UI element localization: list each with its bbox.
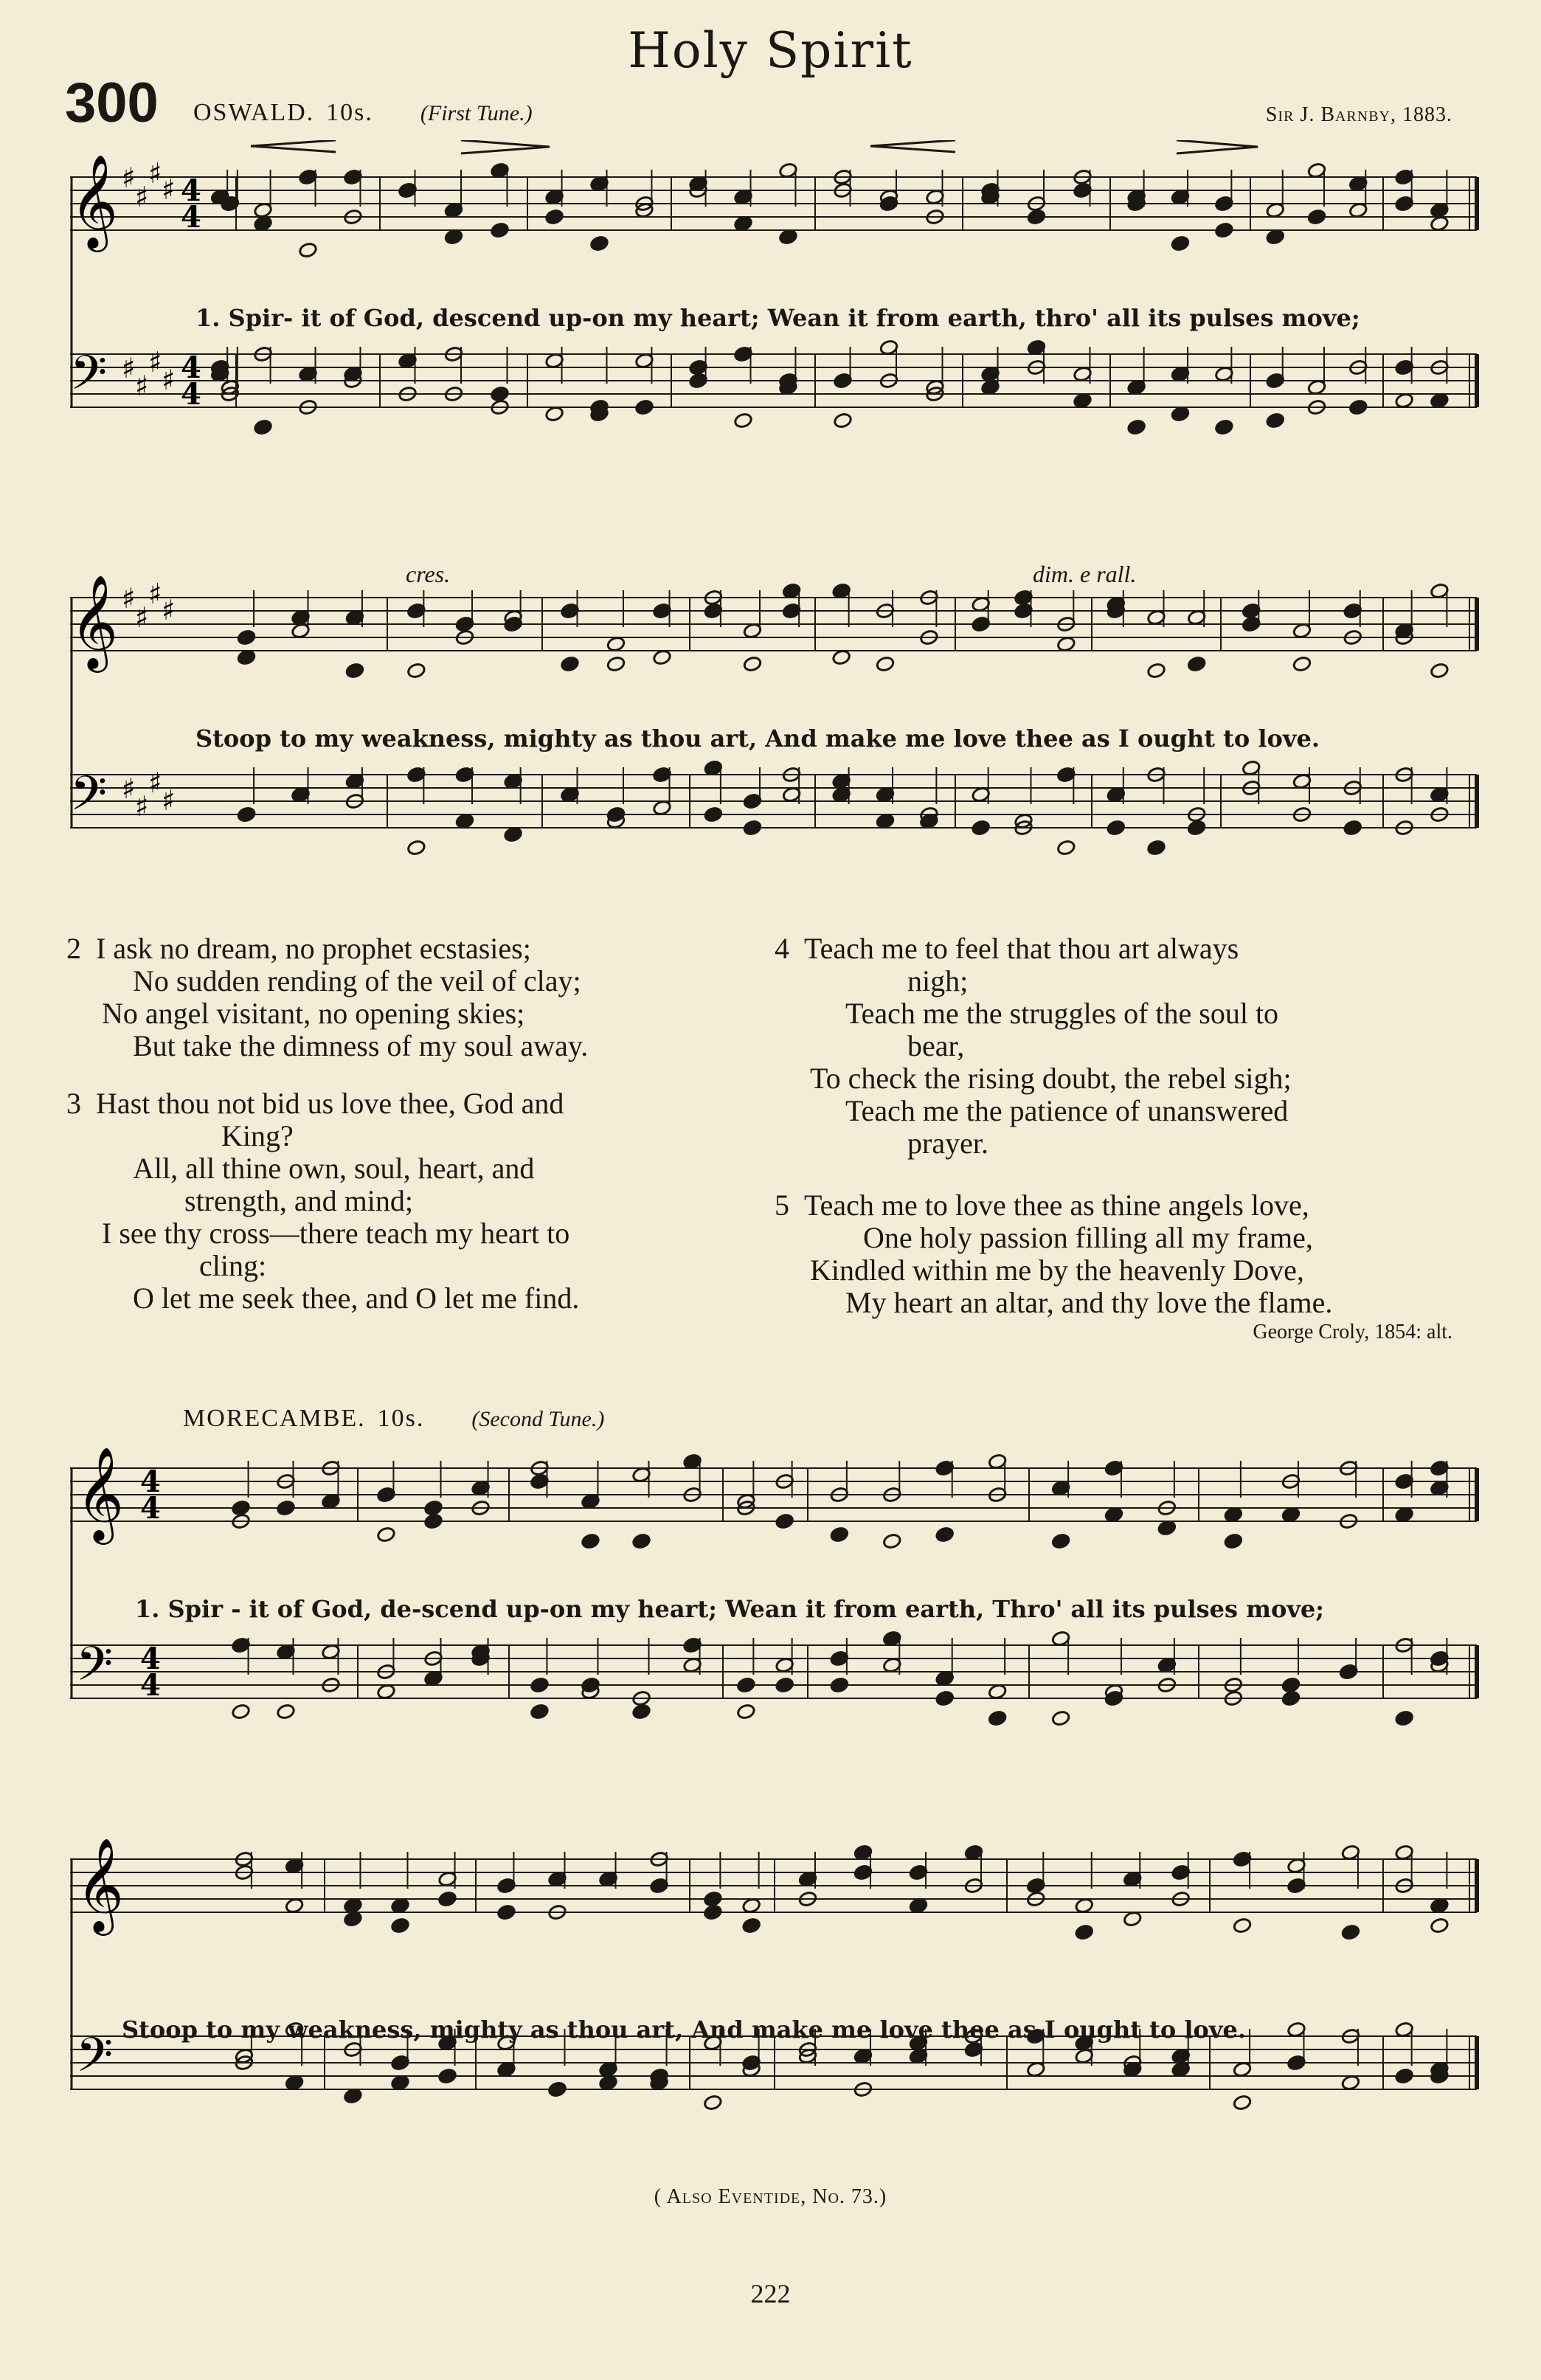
svg-text:4: 4	[140, 1464, 161, 1499]
staff-lines	[70, 598, 1477, 651]
note-head	[1343, 820, 1362, 837]
svg-text:♯: ♯	[162, 784, 176, 817]
note-head	[742, 1917, 761, 1934]
svg-text:♯: ♯	[162, 594, 176, 626]
note-head	[237, 629, 256, 646]
note-head	[703, 1904, 722, 1921]
svg-text:♯: ♯	[135, 181, 149, 213]
note-head	[1281, 1677, 1301, 1694]
note-head	[581, 1533, 600, 1550]
note-head	[909, 1898, 928, 1914]
svg-text:♯: ♯	[148, 578, 162, 610]
verse-line: strength, and mind;	[184, 1184, 413, 1217]
staff-lines	[70, 2036, 1477, 2089]
note-head	[406, 663, 426, 679]
note-head	[775, 1513, 794, 1530]
note-head	[972, 820, 991, 837]
note-head	[733, 412, 752, 429]
treble-clef-icon: 𝄞	[76, 1837, 125, 1931]
note-head	[285, 1898, 304, 1914]
note-head	[376, 1526, 395, 1543]
bass-clef-icon: 𝄢	[76, 2028, 114, 2094]
verse-line: Teach me the struggles of the soul to	[845, 997, 1279, 1030]
note-head	[1281, 1690, 1301, 1707]
svg-text:4: 4	[181, 350, 201, 385]
note-head	[544, 406, 564, 423]
note-head	[1171, 235, 1190, 252]
note-head	[285, 2075, 304, 2092]
tune2-note: (Second Tune.)	[471, 1407, 605, 1431]
barlines	[72, 177, 1477, 407]
tune1-line2-lyric: Stoop to my weakness, mighty as thou art, And make me love thee as I ought to love.	[195, 724, 1320, 753]
note-head	[876, 656, 895, 673]
tune2-line1-lyric: 1. Spir - it of God, de-scend up-on my heart; Wean it from earth, Thro' all its pulses move;	[135, 1595, 1325, 1623]
note-head	[490, 222, 509, 239]
note-head	[1187, 656, 1206, 673]
verse-number: 2	[66, 932, 81, 965]
note-head	[703, 1891, 722, 1908]
note-head	[736, 1677, 755, 1694]
note-head	[253, 215, 272, 232]
note-head	[1127, 419, 1146, 436]
note-head	[1430, 1898, 1449, 1914]
tune2-system2-staves	[70, 1822, 1483, 2169]
note-head	[530, 1703, 549, 1720]
note-head	[652, 649, 671, 666]
verse-line: cling:	[199, 1249, 267, 1282]
staff-lines	[70, 354, 1477, 407]
note-head	[1051, 1533, 1070, 1550]
note-head	[496, 1904, 516, 1921]
note-head	[1056, 840, 1076, 857]
tune1-heading	[193, 99, 533, 127]
note-head	[1395, 1506, 1414, 1523]
note-head	[833, 412, 852, 429]
svg-text:♯: ♯	[122, 162, 136, 194]
hairpin-marks	[251, 140, 1258, 153]
staff-lines	[70, 1859, 1477, 1912]
verse-line: All, all thine own, soul, heart, and	[133, 1152, 535, 1185]
key-signature-sharps	[122, 578, 175, 823]
note-head	[882, 1533, 901, 1550]
note-head	[376, 1684, 395, 1701]
verse-number: 3	[66, 1087, 81, 1120]
svg-text:4: 4	[140, 1668, 161, 1703]
svg-text:♯: ♯	[135, 370, 149, 402]
note-head	[437, 2068, 457, 2085]
svg-text:♯: ♯	[135, 790, 149, 823]
note-head	[406, 840, 426, 857]
svg-text:♯: ♯	[148, 767, 162, 799]
verse-line: bear,	[907, 1029, 965, 1062]
note-head	[606, 636, 626, 653]
bass-clef-icon: 𝄢	[76, 1637, 114, 1703]
verse-line: One holy passion filling all my frame,	[863, 1221, 1313, 1254]
note-head	[631, 1703, 651, 1720]
note-head	[743, 820, 762, 837]
note-head	[1171, 406, 1190, 423]
note-head	[1073, 392, 1092, 409]
note-head	[935, 1690, 955, 1707]
note-head	[1266, 229, 1285, 246]
tune1-composer: Sir J. Barnby, 1883.	[1265, 103, 1452, 126]
staff-lines	[70, 177, 1477, 230]
verse-2	[66, 933, 775, 1062]
note-head	[876, 813, 895, 830]
note-head	[935, 1526, 955, 1543]
note-head	[390, 2075, 409, 2092]
tune2-system1	[70, 1424, 1483, 1771]
note-head	[444, 229, 463, 246]
tune2-system2	[70, 1822, 1483, 2169]
svg-text:4: 4	[140, 1491, 161, 1526]
note-head	[832, 649, 851, 666]
note-head	[437, 1891, 457, 1908]
svg-text:♯: ♯	[148, 346, 162, 378]
staff-lines	[70, 775, 1477, 828]
note-head	[343, 1911, 362, 1928]
treble-clef-icon: 𝄞	[70, 574, 119, 668]
note-head	[231, 1500, 250, 1517]
svg-text:♯: ♯	[122, 352, 136, 384]
note-head	[1292, 656, 1312, 673]
note-head	[1348, 399, 1368, 416]
svg-text:♯: ♯	[148, 157, 162, 190]
svg-text:4: 4	[181, 173, 201, 208]
verse-line: To check the rising doubt, the rebel sigh;	[810, 1062, 1292, 1095]
note-head	[1281, 1506, 1301, 1523]
verse-number: 5	[775, 1189, 789, 1222]
tune1-system2-staves	[70, 561, 1483, 885]
verse-number: 4	[775, 932, 789, 965]
note-head	[703, 2094, 722, 2111]
note-head	[560, 656, 579, 673]
footer-note: ( Also Eventide, No. 73.)	[654, 2185, 887, 2208]
svg-text:♯: ♯	[122, 582, 136, 615]
note-head	[423, 1513, 443, 1530]
svg-text:♯: ♯	[122, 772, 136, 805]
note-head	[1224, 1533, 1243, 1550]
note-head	[988, 1710, 1007, 1727]
tune2-system2-notes	[235, 1844, 1450, 2111]
note-head	[1224, 1506, 1243, 1523]
verse-5	[775, 1189, 1483, 1319]
note-head	[1027, 209, 1046, 226]
tune2-name: MORECAMBE.	[183, 1405, 366, 1432]
note-head	[606, 656, 626, 673]
tune2-line2-lyric: Stoop to my weakness, mighty as thou art, And make me love thee as I ought to love.	[122, 2016, 1246, 2044]
verse-4	[775, 933, 1483, 1160]
note-head	[634, 399, 654, 416]
bass-clef-icon: 𝄢	[70, 767, 108, 833]
key-signature-sharps	[122, 157, 175, 402]
verse-3	[66, 1087, 775, 1315]
note-head	[1341, 2075, 1360, 2092]
tune1-name: OSWALD.	[193, 99, 315, 126]
note-head	[276, 1703, 295, 1720]
note-head	[345, 663, 364, 679]
note-head	[1075, 1924, 1094, 1941]
note-head	[1233, 2094, 1252, 2111]
barlines	[72, 598, 1477, 828]
barlines	[72, 1859, 1477, 2089]
dynamic-cres: cres.	[406, 561, 451, 587]
note-head	[231, 1703, 250, 1720]
note-head	[390, 1898, 409, 1914]
note-head	[742, 1898, 761, 1914]
verse-line: Hast thou not bid us love thee, God and	[96, 1087, 564, 1120]
dynamic-dim-e-rall: dim. e rall.	[1033, 561, 1137, 587]
section-title: Holy Spirit	[628, 22, 913, 79]
note-head	[343, 2088, 362, 2105]
verse-line: I see thy cross—there teach my heart to	[102, 1217, 570, 1250]
note-head	[544, 209, 564, 226]
note-head	[1430, 1917, 1449, 1934]
note-head	[1107, 820, 1126, 837]
tune2-meter: 10s.	[377, 1405, 425, 1432]
note-head	[598, 2075, 617, 2092]
note-head	[830, 1677, 849, 1694]
note-head	[1430, 663, 1449, 679]
note-head	[1307, 209, 1326, 226]
note-head	[276, 1500, 295, 1517]
verse-line: No sudden rending of the veil of clay;	[133, 964, 581, 997]
note-head	[1187, 820, 1206, 837]
note-head	[343, 1898, 362, 1914]
note-head	[423, 1500, 443, 1517]
note-head	[733, 215, 752, 232]
verse-line: Teach me to feel that thou art always	[804, 932, 1239, 965]
note-head	[298, 242, 317, 259]
note-head	[1395, 392, 1414, 409]
verse-line: But take the dimness of my soul away.	[133, 1029, 589, 1062]
note-head	[1430, 392, 1449, 409]
verse-line: Kindled within me by the heavenly Dove,	[810, 1253, 1304, 1287]
verse-line: King?	[221, 1119, 294, 1152]
svg-text:4: 4	[140, 1642, 161, 1676]
verse-line: O let me seek thee, and O let me find.	[133, 1281, 580, 1315]
hymn-number: 300	[65, 72, 159, 134]
note-head	[390, 1917, 409, 1934]
svg-text:♯: ♯	[162, 173, 176, 206]
note-head	[1266, 412, 1285, 429]
note-head	[631, 1533, 651, 1550]
svg-text:♯: ♯	[162, 364, 176, 396]
note-head	[736, 1703, 755, 1720]
svg-text:4: 4	[181, 377, 201, 412]
tune1-note: (First Tune.)	[420, 101, 533, 125]
note-head	[1104, 1506, 1123, 1523]
note-head	[237, 806, 256, 823]
note-head	[504, 826, 523, 843]
note-head	[1146, 840, 1166, 857]
time-signature	[140, 1464, 161, 1703]
note-head	[530, 1677, 549, 1694]
note-head	[589, 235, 609, 252]
svg-text:4: 4	[181, 200, 201, 235]
treble-clef-icon: 𝄞	[76, 1446, 125, 1540]
note-head	[253, 419, 272, 436]
note-head	[1395, 2068, 1414, 2085]
note-head	[1233, 1917, 1252, 1934]
note-head	[704, 806, 723, 823]
note-head	[1075, 1898, 1094, 1914]
verse-line: Teach me the patience of unanswered	[845, 1094, 1289, 1127]
note-head	[1146, 663, 1166, 679]
note-head	[1341, 1924, 1360, 1941]
bass-clef-icon: 𝄢	[70, 346, 108, 412]
note-head	[1430, 215, 1449, 232]
note-head	[743, 656, 762, 673]
note-head	[778, 229, 797, 246]
note-head	[1157, 1520, 1177, 1537]
time-signature	[181, 173, 201, 412]
note-head	[1123, 1911, 1142, 1928]
note-head	[455, 813, 474, 830]
note-head	[1051, 1710, 1070, 1727]
note-head	[988, 1684, 1007, 1701]
svg-text:♯: ♯	[135, 601, 149, 634]
tune1-system1	[70, 140, 1483, 472]
note-head	[490, 386, 509, 403]
verse-line: Teach me to love thee as thine angels love,	[804, 1189, 1309, 1222]
treble-clef-icon: 𝄞	[70, 153, 119, 248]
note-head	[1214, 222, 1233, 239]
note-head	[1214, 419, 1233, 436]
verse-line: nigh;	[907, 964, 969, 997]
tune1-system2	[70, 561, 1483, 885]
verse-line: prayer.	[907, 1127, 988, 1160]
note-head	[547, 2081, 567, 2098]
verse-line: No angel visitant, no opening skies;	[102, 997, 525, 1030]
page-number: 222	[750, 2279, 791, 2308]
verse-line: I ask no dream, no prophet ecstasies;	[96, 932, 531, 965]
verse-line: My heart an altar, and thy love the flame.	[845, 1286, 1333, 1319]
hymn-author: George Croly, 1854: alt.	[1253, 1321, 1452, 1343]
note-head	[1056, 636, 1076, 653]
tune1-line1-lyric: 1. Spir- it of God, descend up-on my heart; Wean it from earth, thro' all its pulses move;	[195, 304, 1360, 332]
note-head	[775, 1677, 794, 1694]
tune1-meter: 10s.	[326, 99, 373, 126]
note-head	[1395, 1710, 1414, 1727]
note-head	[237, 649, 256, 666]
note-head	[830, 1526, 849, 1543]
